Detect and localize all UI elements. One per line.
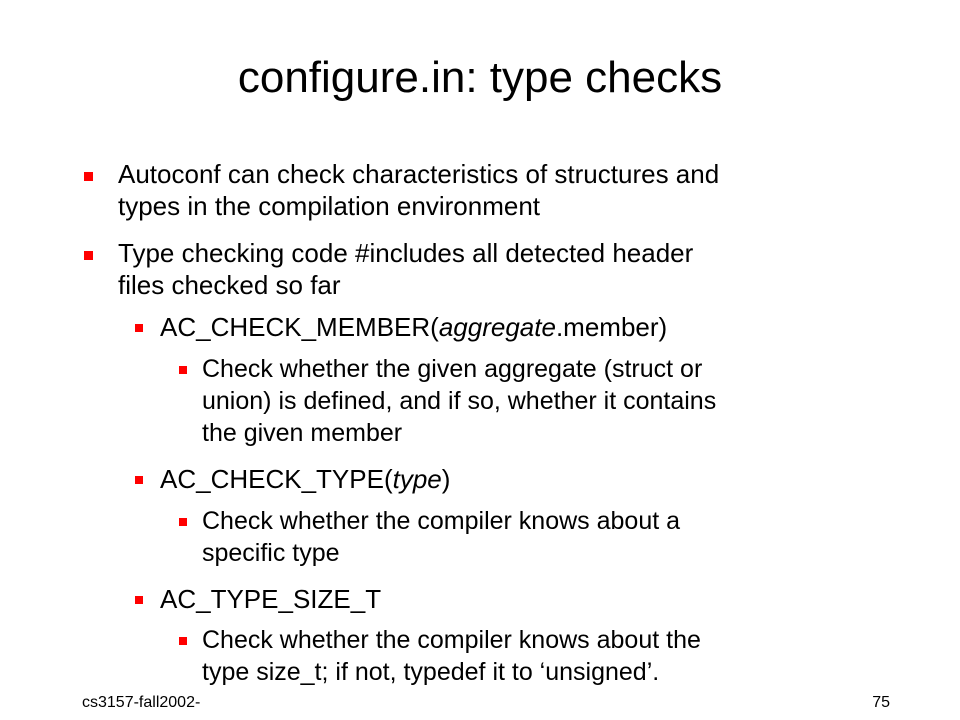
- bullet-marker-icon: [179, 518, 187, 526]
- bullet-line: the given member: [202, 419, 403, 447]
- bullet-line: Check whether the compiler knows about a: [202, 507, 681, 535]
- bullet-line: Check whether the given aggregate (struct or: [202, 355, 703, 383]
- bullet-text: [202, 353, 902, 449]
- bullet-line: specific type: [202, 539, 340, 567]
- bullet-text: [202, 624, 922, 688]
- footer-course-label: cs3157-fall2002-: [82, 694, 201, 711]
- bullet-line: union) is defined, and if so, whether it contains: [202, 387, 717, 415]
- bullet-line: Autoconf can check characteristics of structures and: [118, 159, 720, 189]
- bullet-text: [160, 311, 900, 343]
- code-param: type: [392, 464, 442, 494]
- slide-title: configure.in: type checks: [237, 53, 723, 102]
- bullet-text: [118, 237, 898, 301]
- bullet-marker-icon: [135, 476, 143, 484]
- bullet-line: Check whether the compiler knows about the: [202, 626, 701, 654]
- code-text: .member): [555, 312, 668, 342]
- bullet-text: [118, 158, 898, 222]
- bullet-text: [160, 583, 900, 615]
- bullet-marker-icon: [179, 637, 187, 645]
- bullet-marker-icon: [135, 324, 143, 332]
- bullet-line: types in the compilation environment: [118, 191, 541, 221]
- slide-number: 75: [872, 694, 890, 711]
- bullet-marker-icon: [84, 251, 93, 260]
- code-text: ): [441, 464, 451, 494]
- bullet-line: type size_t; if not, typedef it to ‘unsigned’.: [202, 658, 660, 686]
- bullet-line: Type checking code #includes all detected header: [118, 238, 694, 268]
- code-text: AC_CHECK_MEMBER(: [160, 312, 439, 342]
- bullet-marker-icon: [84, 172, 93, 181]
- bullet-marker-icon: [135, 596, 143, 604]
- code-param: aggregate: [438, 312, 556, 342]
- bullet-line: files checked so far: [118, 270, 341, 300]
- bullet-marker-icon: [179, 366, 187, 374]
- bullet-text: [160, 463, 900, 495]
- bullet-text: [202, 505, 902, 569]
- code-text: AC_CHECK_TYPE(: [160, 464, 393, 494]
- code-text: AC_TYPE_SIZE_T: [160, 584, 382, 614]
